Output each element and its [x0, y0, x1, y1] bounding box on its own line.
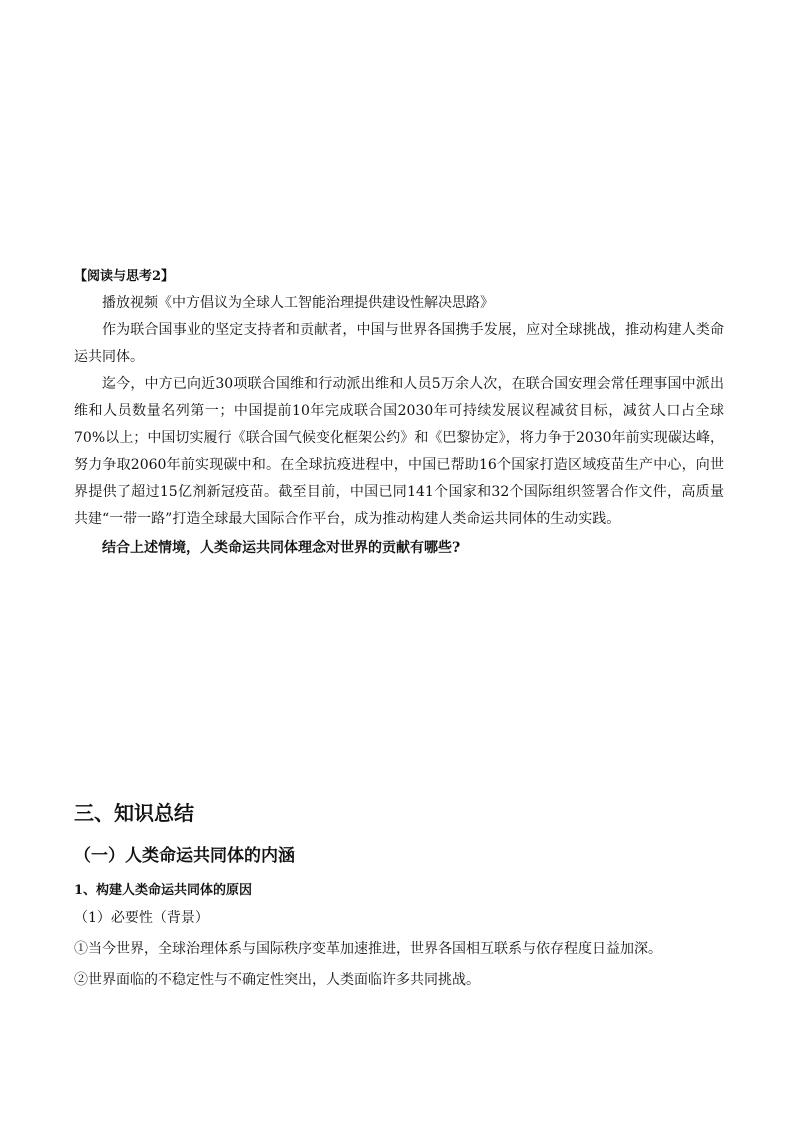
facts-paragraph: 迄今，中方已向近30项联合国维和行动派出维和人员5万余人次，在联合国安理会常任理事国中派出维和人员数量名列第一；中国提前10年完成联合国2030年可持续发展议程减贫目标，减贫人口占全球70%以上；中国切实履行《联合国气候变化框架公约》和《巴黎协定》，将力争于2030年前实现碳达峰，努力争取2060年前实现碳中和。在全球抗疫进程中，中国已帮助16个国家打造区域疫苗生产中心，向世界提供了超过15亿剂新冠疫苗。截至目前，中国已同141个国家和32个国际组织签署合作文件，高质量共建“一带一路”打造全球最大国际合作平台，成为推动构建人类命运共同体的生动实践。	[74, 376, 724, 527]
section-heading: 三、知识总结	[74, 801, 194, 825]
point-two: ②世界面临的不稳定性与不确定性突出，人类面临许多共同挑战。	[74, 972, 480, 988]
sub-heading: （1）必要性（背景）	[74, 910, 209, 926]
question-text: 结合上述情境，人类命运共同体理念对世界的贡献有哪些?	[102, 540, 461, 556]
reading-section	[74, 266, 724, 562]
item-heading: 1、构建人类命运共同体的原因	[74, 883, 253, 898]
video-paragraph: 播放视频《中方倡议为全球人工智能治理提供建设性解决思路》	[102, 295, 494, 311]
intro-paragraph: 作为联合国事业的坚定支持者和贡献者，中国与世界各国携手发展，应对全球挑战，推动构建人类命运共同体。	[74, 322, 724, 365]
reading-title: 【阅读与思考2】	[74, 269, 175, 284]
summary-section	[74, 796, 724, 996]
point-one: ①当今世界，全球治理体系与国际秩序变革加速推进，世界各国相互联系与依存程度日益加深。	[74, 941, 662, 957]
subsection-heading: （一）人类命运共同体的内涵	[74, 846, 295, 866]
